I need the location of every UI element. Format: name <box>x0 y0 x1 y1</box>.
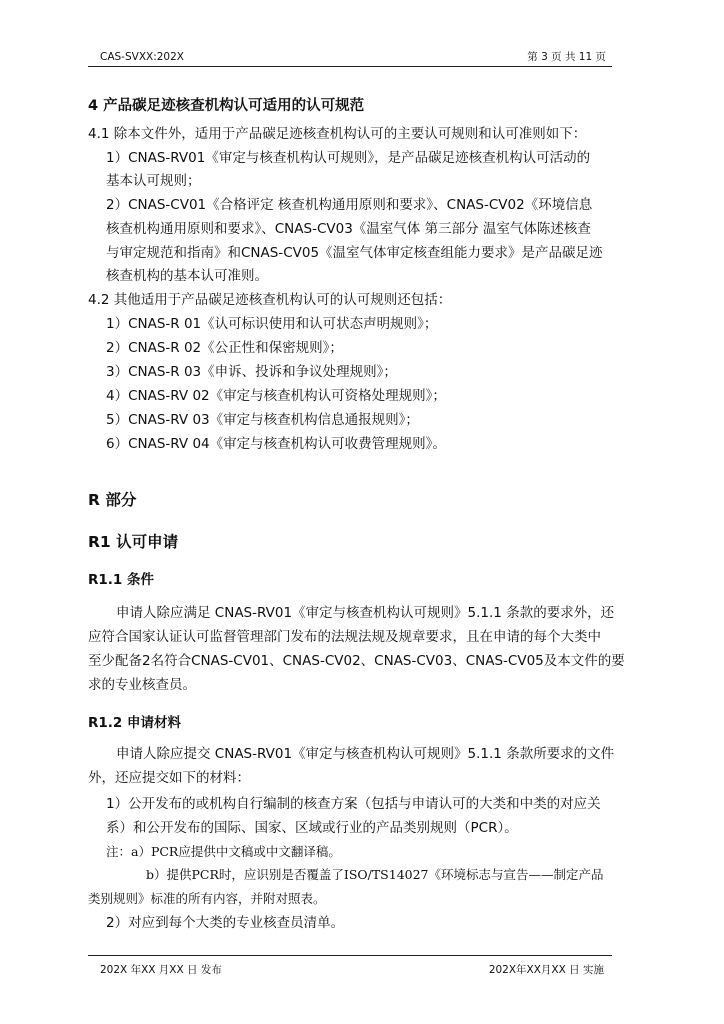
page-footer <box>100 963 612 977</box>
paragraph-line: 求的专业核查员。 <box>88 677 196 693</box>
section-4-heading: 4 产品碳足迹核查机构认可适用的认可规范 <box>88 98 365 114</box>
list-item-continuation: 系）和公开发布的国际、国家、区域或行业的产品类别规则（PCR）。 <box>106 820 518 836</box>
r1-heading: R1 认可申请 <box>88 533 179 551</box>
list-item: 1）公开发布的或机构自行编制的核查方案（包括与申请认可的大类和中类的对应关 <box>106 796 601 812</box>
list-item: 3）CNAS-R 03《申诉、投诉和争议处理规则》； <box>106 364 397 380</box>
clause-4-1: 4.1 除本文件外，适用于产品碳足迹核查机构认可的主要认可规则和认可准则如下： <box>88 126 587 142</box>
r1-2-heading: R1.2 申请材料 <box>88 715 182 731</box>
clause-4-2: 4.2 其他适用于产品碳足迹核查机构认可的认可规则还包括： <box>88 292 452 308</box>
r1-1-heading: R1.1 条件 <box>88 572 155 588</box>
paragraph-line: 申请人除应满足 CNAS-RV01《审定与核查机构认可规则》5.1.1 条款的要求外，还 <box>116 605 615 621</box>
list-item: 5）CNAS-RV 03《审定与核查机构信息通报规则》； <box>106 412 419 428</box>
list-item-continuation: 与审定规范和指南》和CNAS-CV05《温室气体审定核查组能力要求》是产品碳足迹 <box>106 245 603 261</box>
document-code: CAS-SVXX:202X <box>100 51 184 63</box>
list-item: 4）CNAS-RV 02《审定与核查机构认可资格处理规则》； <box>106 388 446 404</box>
part-r-heading: R 部分 <box>88 491 137 509</box>
list-item-continuation: 基本认可规则； <box>106 173 201 189</box>
paragraph-line: 应符合国家认证认可监督管理部门发布的法规法规及规章要求，且在申请的每个大类中 <box>88 629 601 645</box>
footer-rule <box>88 955 612 956</box>
header-rule <box>88 66 612 67</box>
page-number: 第 3 页 共 11 页 <box>527 51 606 63</box>
note-a: 注：a）PCR应提供中文稿或中文翻译稿。 <box>106 844 341 859</box>
note-b-continuation: 类别规则》标准的所有内容，并附对照表。 <box>88 891 326 906</box>
note-b: b）提供PCR时，应识别是否覆盖了ISO/TS14027《环境标志与宣告——制定产品 <box>146 867 604 882</box>
paragraph-line: 外，还应提交如下的材料： <box>88 770 250 786</box>
issue-date: 202X 年XX 月XX 日 发布 <box>100 964 222 976</box>
list-item: 2）CNAS-R 02《公正性和保密规则》； <box>106 340 343 356</box>
effective-date: 202X年XX月XX 日 实施 <box>488 964 604 976</box>
list-item: 1）CNAS-R 01《认可标识使用和认可状态声明规则》； <box>106 316 438 332</box>
list-item-continuation: 核查机构通用原则和要求》、CNAS-CV03《温室气体 第三部分 温室气体陈述核查 <box>106 221 591 237</box>
page-header <box>100 50 612 64</box>
paragraph-line: 至少配备2名符合CNAS-CV01、CNAS-CV02、CNAS-CV03、CNAS-CV05及本文件的要 <box>88 653 625 669</box>
list-item: 2）对应到每个大类的专业核查员清单。 <box>106 915 345 931</box>
list-item: 2）CNAS-CV01《合格评定 核查机构通用原则和要求》、CNAS-CV02《环境信息 <box>106 197 593 213</box>
list-item-continuation: 核查机构的基本认可准则。 <box>106 268 268 284</box>
paragraph-line: 申请人除应提交 CNAS-RV01《审定与核查机构认可规则》5.1.1 条款所要求的文件 <box>116 746 615 762</box>
list-item: 1）CNAS-RV01《审定与核查机构认可规则》，是产品碳足迹核查机构认可活动的 <box>106 150 591 166</box>
list-item: 6）CNAS-RV 04《审定与核查机构认可收费管理规则》。 <box>106 436 446 452</box>
